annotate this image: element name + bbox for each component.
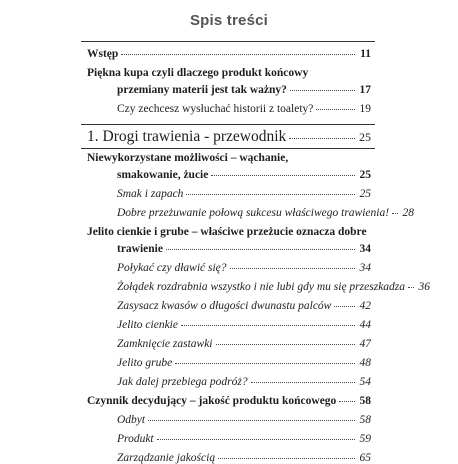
page-number: 58 [359, 395, 371, 407]
dot-leader [218, 458, 355, 459]
entry-title: Żołądek rozdrabnia wszystko i nie lubi gdy mu się przeszkadza [117, 281, 406, 293]
dot-leader [408, 287, 414, 288]
dot-leader [334, 306, 355, 307]
page-number: 25 [359, 130, 371, 144]
entry-title: Smak i zapach [117, 188, 184, 200]
page-number: 44 [359, 319, 371, 331]
entry-title: Wstęp [87, 48, 119, 60]
dot-leader [316, 109, 355, 110]
entry-title: przemiany materii jest tak ważny? [117, 84, 287, 96]
dot-leader [166, 249, 355, 250]
dot-leader [216, 344, 356, 345]
page-number: 42 [359, 300, 371, 312]
dot-leader [175, 363, 355, 364]
entry-title: Jelito cienkie [117, 319, 178, 331]
entry-title: Jelito grube [117, 357, 173, 369]
entry-title: Połykać czy dławić się? [117, 262, 227, 274]
entry-title: Jak dalej przebiega podróż? [117, 376, 248, 388]
entry-title: Piękna kupa czyli dlaczego produkt końcowy [87, 67, 309, 79]
chapter-rule [81, 124, 375, 125]
entry-title: Zasysacz kwasów o długości dwunastu palców [117, 300, 332, 312]
dot-leader [289, 138, 355, 139]
dot-leader [392, 213, 398, 214]
entry-title: Czy zechcesz wysłuchać historii z toalety? [117, 103, 314, 115]
page-number: 28 [402, 207, 415, 219]
dot-leader [186, 194, 355, 195]
chapter-title: 1. Drogi trawienia - przewodnik [87, 128, 287, 145]
entry-title: Produkt [117, 433, 154, 445]
page-number: 34 [359, 243, 371, 255]
page-number: 58 [359, 414, 371, 426]
page-number: 11 [360, 48, 371, 60]
entry-title: Dobre przeżuwanie połową sukcesu właściwego trawienia! [117, 207, 390, 219]
entry-title: Zamknięcie zastawki [117, 338, 213, 350]
page-number: 48 [359, 357, 371, 369]
page-number: 65 [359, 452, 371, 464]
entry-title: Niewykorzystane możliwości – wąchanie, [87, 152, 289, 164]
page-number: 25 [359, 188, 371, 200]
entry-title: Jelito cienkie i grube – właściwe przeżucie oznacza dobre [87, 226, 367, 238]
dot-leader [181, 325, 355, 326]
dot-leader [230, 268, 355, 269]
entry-title: trawienie [117, 243, 163, 255]
page-number: 34 [359, 262, 371, 274]
dot-leader [339, 401, 355, 402]
entry-title: Odbyt [117, 414, 146, 426]
entry-title: Czynnik decydujący – jakość produktu końcowego [87, 395, 337, 407]
page-title: Spis treści [189, 12, 269, 29]
dot-leader [157, 439, 355, 440]
page-number: 25 [359, 169, 371, 181]
dot-leader [290, 90, 355, 91]
entry-title: smakowanie, żucie [117, 169, 209, 181]
dot-leader [251, 382, 355, 383]
page-number: 36 [418, 281, 431, 293]
page-number: 47 [359, 338, 371, 350]
dot-leader [121, 54, 355, 55]
page-number: 19 [359, 103, 371, 115]
page-number: 59 [359, 433, 371, 445]
chapter-underline [81, 148, 375, 149]
dot-leader [211, 175, 355, 176]
page-number: 54 [359, 376, 371, 388]
page-number: 17 [359, 84, 371, 96]
dot-leader [148, 420, 355, 421]
top-rule [81, 41, 375, 42]
entry-title: Zarządzanie jakością [117, 452, 216, 464]
